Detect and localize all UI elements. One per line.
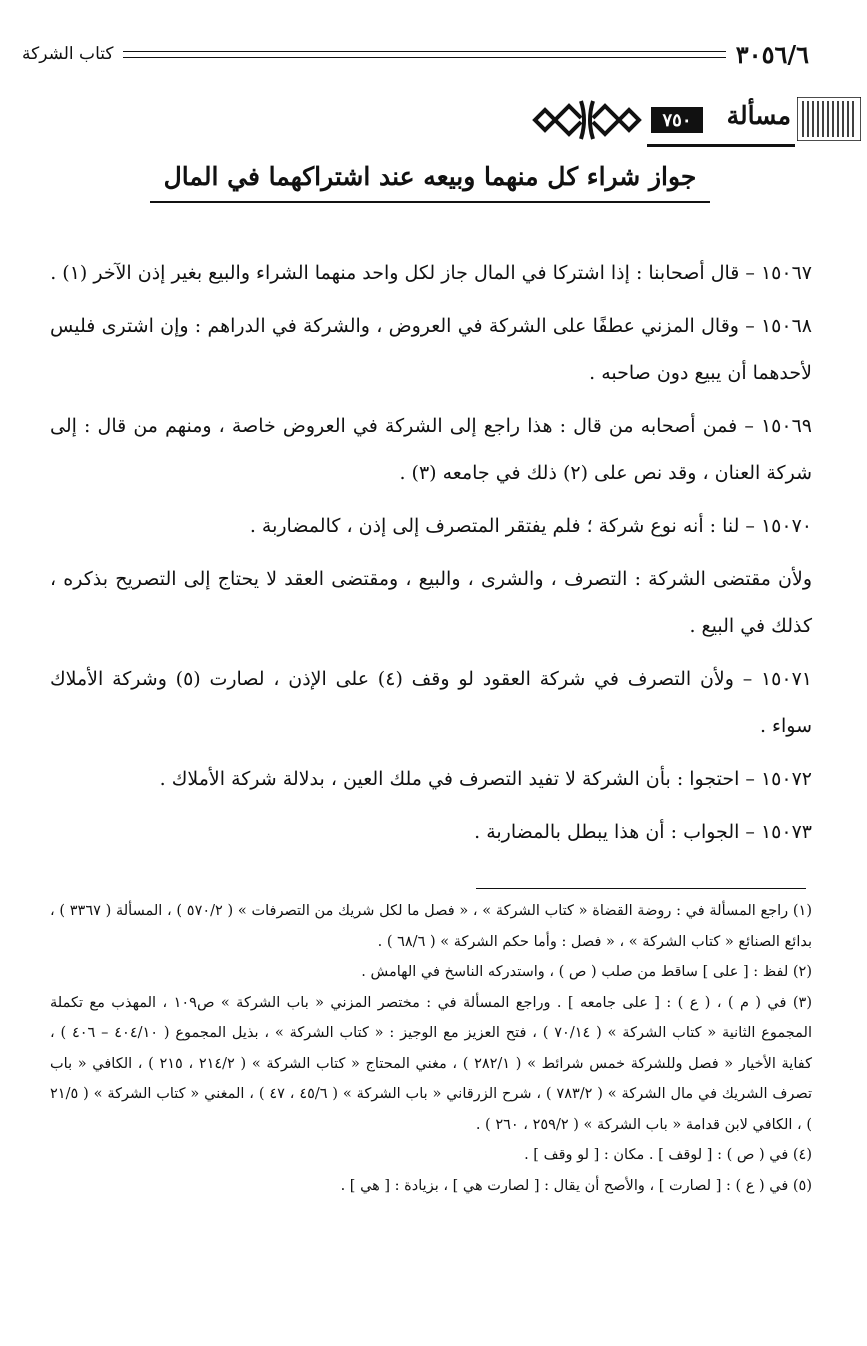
footnote-divider	[476, 888, 806, 889]
paragraph: ١٥٠٦٧ – قال أصحابنا : إذا اشتركا في المال جاز لكل واحد منهما الشراء والبيع بغير إذن الآخر (١) .	[50, 262, 812, 284]
paragraph: ١٥٠٦٨ – وقال المزني عطفًا على الشركة في العروض ، والشركة في الدراهم : وإن اشترى فليس لأحدهما أن يبيع دون صاحبه .	[50, 315, 812, 384]
footnote: (١) راجع المسألة في : روضة القضاة « كتاب الشركة » ، « فصل ما لكل شريك من التصرفات » ( ٥٧٠/٢ ) ، المسألة ( ٣٣٦٧ ) ، بدائع الصنائع « كتاب الشركة » ، « فصل : وأما حكم الشركة » ( ٦٨/٦ ) .	[50, 903, 813, 950]
paragraph: ١٥٠٧٢ – احتجوا : بأن الشركة لا تفيد التصرف في ملك العين ، بدلالة شركة الأملاك .	[159, 768, 812, 790]
knot-ornament	[529, 91, 645, 149]
paragraph: ١٥٠٧٠ – لنا : أنه نوع شركة ؛ فلم يفتقر المتصرف إلى إذن ، كالمضاربة .	[249, 515, 812, 537]
masala-label: مسألة	[726, 101, 791, 130]
footnote: (٢) لفظ : [ على ] ساقط من صلب ( ص ) ، واستدركه الناسخ في الهامش .	[361, 964, 812, 980]
masala-underline	[647, 144, 795, 147]
paragraph: ١٥٠٦٩ – فمن أصحابه من قال : هذا راجع إلى الشركة في العروض خاصة ، ومنهم من قال : إلى شركة العنان ، وقد نص على (٢) ذلك في جامعه (٣) .	[50, 415, 812, 484]
book-title: كتاب الشركة	[22, 44, 114, 64]
masala-number: ٧٥٠	[651, 107, 703, 133]
vertical-bars-ornament	[797, 97, 861, 141]
masala-heading	[531, 91, 861, 153]
header-rule	[123, 51, 725, 58]
paragraph: ١٥٠٧٣ – الجواب : أن هذا يبطل بالمضاربة .	[474, 821, 812, 843]
paragraph: ١٥٠٧١ – ولأن التصرف في شركة العقود لو وقف (٤) على الإذن ، لصارت (٥) وشركة الأملاك سواء .	[50, 668, 812, 737]
main-text	[50, 250, 812, 862]
footnote: (٣) في ( م ) ، ( ع ) : [ على جامعه ] . وراجع المسألة في : مختصر المزني « باب الشركة » ص١٠٩ ، المهذب مع تكملة المجموع الثانية « كتاب الشركة » ( ٧٠/١٤ ) ، فتح العزيز مع الوجيز : « كتاب الشركة » ، بذيل المجموع ( ٤٠٤/١٠ – ٤٠٦ ) ، كفاية الأخيار « فصل وللشركة خمس شرائط » ( ٢٨٢/١ ) ، مغني المحتاج « كتاب الشركة » ( ٢١٤/٢ ، ٢١٥ ) ، الكافي « باب تصرف الشريك في مال الشركة » ( ٧٨٣/٢ ) ، شرح الزرقاني « باب الشركة » ( ٤٥/٦ ، ٤٧ ) ، المغني « كتاب الشركة » ( ٢١/٥ ) ، الكافي لابن قدامة « باب الشركة » ( ٢٥٩/٢ ، ٢٦٠ ) .	[50, 994, 813, 1133]
footnote: (٥) في ( ع ) : [ لصارت ] ، والأصح أن يقال : [ لصارت هي ] ، بزيادة : [ هي ] .	[340, 1177, 812, 1194]
page-number: ٣٠٥٦/٦	[735, 39, 809, 69]
footnote: (٤) في ( ص ) : [ لوقف ] . مكان : [ لو وقف ] .	[524, 1147, 812, 1163]
footnotes	[50, 896, 812, 1201]
chapter-title: جواز شراء كل منهما وبيعه عند اشتراكهما في المال	[150, 162, 710, 203]
running-header	[22, 36, 809, 72]
paragraph: ولأن مقتضى الشركة : التصرف ، والشرى ، والبيع ، ومقتضى العقد لا يحتاج إلى التصريح بذكره ، كذلك في البيع .	[50, 568, 812, 637]
